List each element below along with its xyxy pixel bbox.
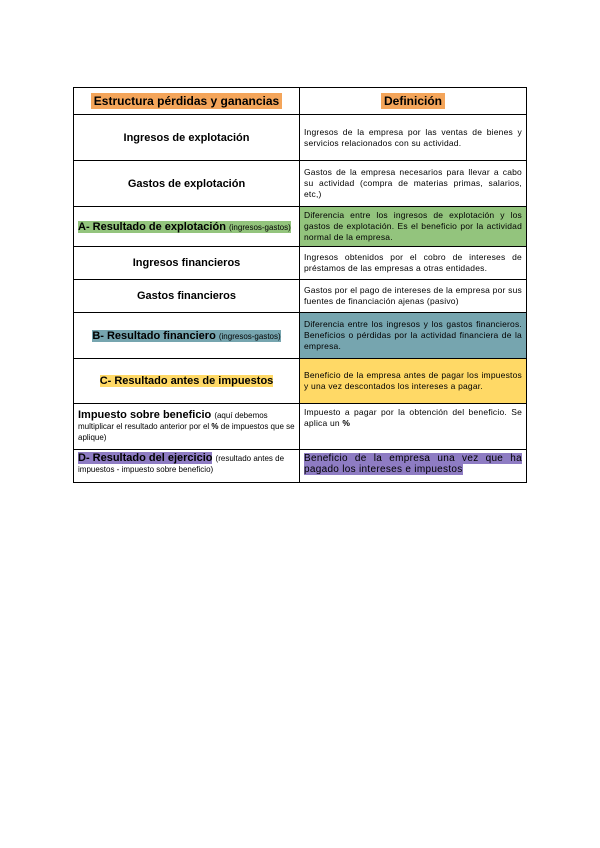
- row-label: Impuesto sobre beneficio: [78, 409, 212, 421]
- row-definition: Diferencia entre los ingresos y los gastos financieros. Beneficios o pérdidas por la actividad financiera de la empresa.: [304, 319, 522, 351]
- row-note: (aquí debemos multiplicar el resultado anterior por el: [78, 411, 268, 431]
- header-definition-label: Definición: [381, 93, 445, 109]
- row-definition: Impuesto a pagar por la obtención del beneficio. Se aplica un: [304, 407, 522, 428]
- row-definition-cell: [300, 161, 527, 207]
- row-label-cell: [74, 161, 300, 207]
- row-definition-percent: %: [342, 418, 351, 428]
- row-note: (ingresos-gastos): [218, 331, 281, 341]
- row-definition: Gastos por el pago de intereses de la empresa por sus fuentes de financiación ajenas (pasivo): [304, 285, 522, 306]
- row-label-cell: [74, 313, 300, 359]
- row-definition: Beneficio de la empresa antes de pagar los impuestos y una vez descontados los intereses a pagar.: [304, 370, 522, 391]
- row-definition-cell: [300, 207, 527, 247]
- row-definition: Ingresos obtenidos por el cobro de intereses de préstamos de las empresas a otras entidades.: [304, 252, 522, 273]
- table-row: [74, 161, 527, 207]
- row-definition-cell: [300, 359, 527, 404]
- row-label: B- Resultado financiero: [92, 329, 216, 342]
- table-row: [74, 207, 527, 247]
- row-label: D- Resultado del ejercicio: [78, 452, 213, 464]
- table-row: [74, 115, 527, 161]
- row-note: (ingresos-gastos): [228, 222, 291, 232]
- row-note-end: de impuestos que se aplique): [78, 422, 295, 442]
- row-label-cell: [74, 404, 300, 450]
- row-definition: Beneficio de la empresa una vez que ha pagado los intereses e impuestos: [304, 453, 522, 475]
- table-row: [74, 450, 527, 483]
- row-definition-cell: [300, 450, 527, 483]
- row-definition: Ingresos de la empresa por las ventas de bienes y servicios relacionados con su actividad.: [304, 126, 522, 148]
- row-definition: Gastos de la empresa necesarios para llevar a cabo su actividad (compra de materias primas, salarios, etc,): [304, 167, 522, 199]
- row-definition-cell: [300, 404, 527, 450]
- row-label: Ingresos de explotación: [123, 131, 250, 144]
- row-note-percent: %: [211, 422, 219, 431]
- row-label-highlight: [100, 375, 274, 387]
- table-header-row: [74, 88, 527, 115]
- row-definition-cell: [300, 115, 527, 161]
- row-label-cell: [74, 115, 300, 161]
- header-cell-definition: [300, 88, 527, 115]
- row-label-cell: [74, 280, 300, 313]
- row-label: Gastos de explotación: [127, 177, 246, 190]
- header-structure-label: Estructura pérdidas y ganancias: [91, 93, 282, 109]
- row-label-cell: [74, 247, 300, 280]
- income-statement-table: [73, 87, 527, 483]
- row-definition-cell: [300, 247, 527, 280]
- row-label: Gastos financieros: [136, 290, 237, 302]
- table-row: [74, 247, 527, 280]
- row-label-highlight: [78, 452, 212, 464]
- row-label: C- Resultado antes de impuestos: [99, 375, 274, 387]
- row-label-highlight: [92, 330, 280, 342]
- table-row: [74, 404, 527, 450]
- row-label: Ingresos financieros: [132, 257, 241, 269]
- row-note: (resultado antes de impuestos - impuesto sobre beneficio): [78, 454, 285, 474]
- table-row: [74, 313, 527, 359]
- row-definition-cell: [300, 313, 527, 359]
- table-row: [74, 280, 527, 313]
- row-label: A- Resultado de explotación: [78, 220, 226, 233]
- header-cell-structure: [74, 88, 300, 115]
- row-definition: Diferencia entre los ingresos de explotación y los gastos de explotación. Es el beneficio por la actividad normal de la empresa.: [304, 210, 522, 242]
- row-label-cell: [74, 207, 300, 247]
- row-label-highlight: [78, 221, 291, 233]
- row-label-cell: [74, 450, 300, 483]
- table-row: [74, 359, 527, 404]
- row-label-cell: [74, 359, 300, 404]
- row-definition-cell: [300, 280, 527, 313]
